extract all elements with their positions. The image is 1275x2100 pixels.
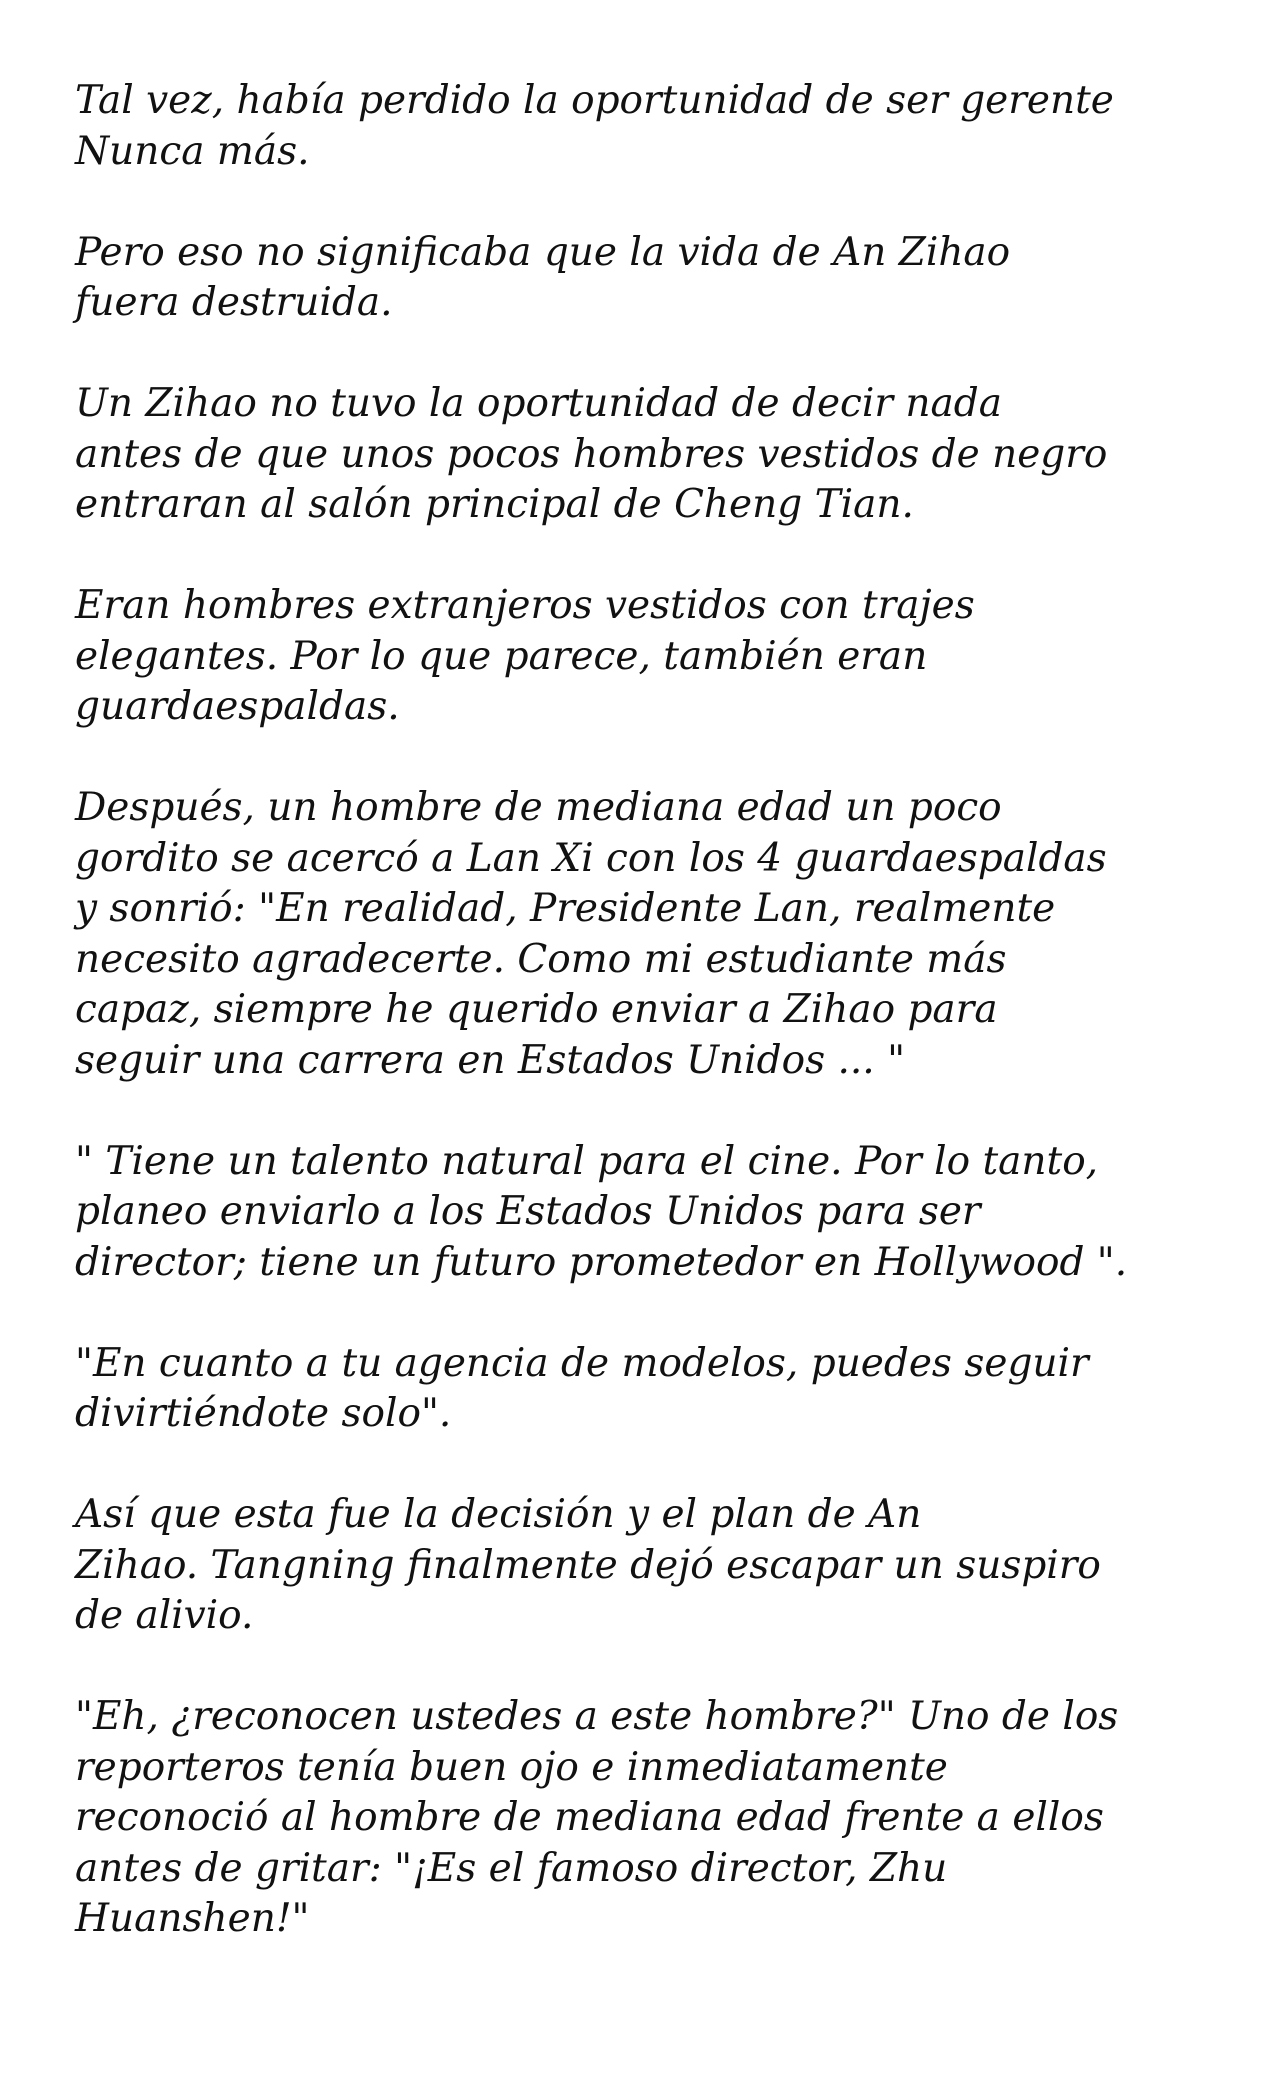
paragraph-7: "En cuanto a tu agencia de modelos, puedes seguir divirtiéndote solo". — [75, 1340, 1089, 1436]
paragraph-4: Eran hombres extranjeros vestidos con trajes elegantes. Por lo que parece, también eran guardaespaldas. — [75, 583, 975, 729]
paragraph-6: " Tiene un talento natural para el cine. Por lo tanto, planeo enviarlo a los Estados Unidos para ser director; tiene un futuro prometedor en Hollywood ". — [75, 1138, 1128, 1285]
paragraph-2: Pero eso no significaba que la vida de An Zihao fuera destruida. — [75, 229, 1011, 325]
paragraph-9: "Eh, ¿reconocen ustedes a este hombre?" Uno de los reporteros tenía buen ojo e inmediatamente reconoció al hombre de mediana edad frente a ellos antes de gritar: "¡Es el famoso director, Zhu Huanshen!" — [75, 1694, 1119, 1941]
paragraph-1: Tal vez, había perdido la oportunidad de ser gerente Nunca más. — [75, 78, 1114, 174]
paragraph-8: Así que esta fue la decisión y el plan de An Zihao. Tangning finalmente dejó escapar un suspiro de alivio. — [75, 1492, 1101, 1638]
story-text — [75, 76, 1225, 1995]
paragraph-3: Un Zihao no tuvo la oportunidad de decir nada antes de que unos pocos hombres vestidos de negro entraran al salón principal de Cheng Tian. — [75, 381, 1108, 527]
paragraph-5: Después, un hombre de mediana edad un poco gordito se acercó a Lan Xi con los 4 guardaespaldas y sonrió: "En realidad, Presidente Lan, realmente necesito agradecerte. Como mi estudiante más capaz, siempre he querido enviar a Zihao para seguir una carrera en Estados Unidos ... " — [75, 785, 1107, 1083]
